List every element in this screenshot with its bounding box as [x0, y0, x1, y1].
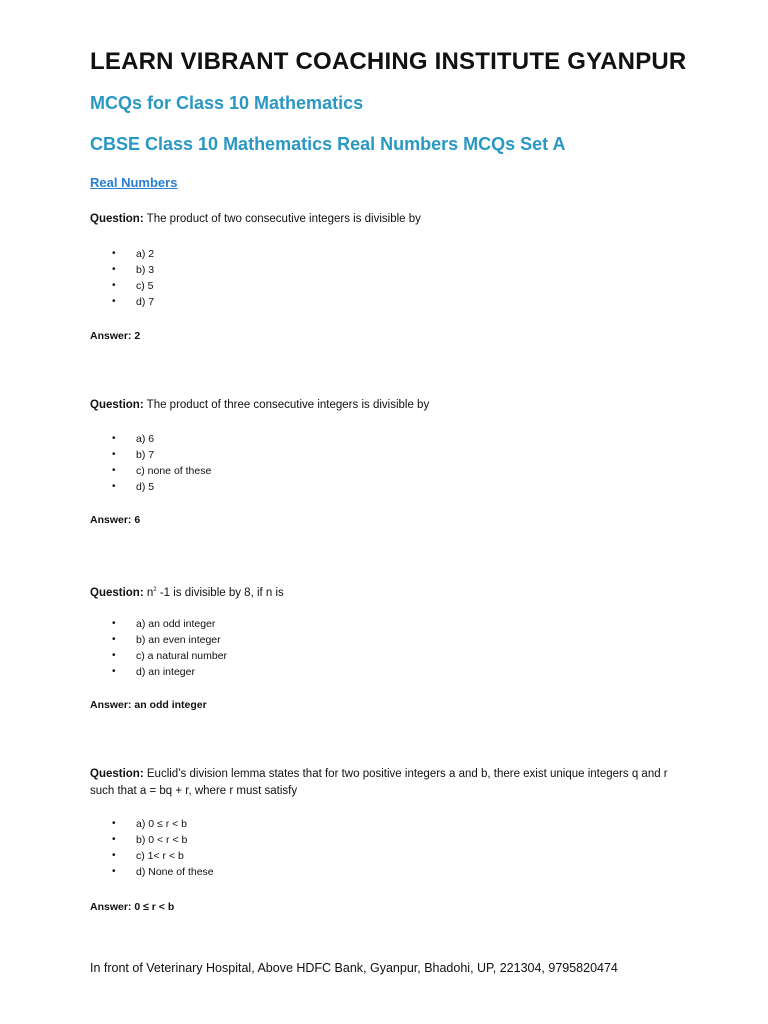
answer-value: 0 ≤ r < b — [134, 901, 175, 913]
options-list-3 — [90, 616, 227, 680]
option-item — [90, 278, 154, 294]
answer-2 — [90, 514, 140, 526]
answer-4 — [90, 901, 174, 913]
subtitle-mcqs: MCQs for Class 10 Mathematics — [90, 93, 364, 113]
question-text: The product of three consecutive integers is divisible by — [146, 399, 430, 411]
bullet-icon: • — [112, 650, 116, 661]
option-item — [90, 447, 211, 463]
option-item — [90, 463, 211, 479]
option-item — [90, 616, 227, 632]
option-text: a) 2 — [136, 248, 155, 260]
answer-value: an odd integer — [134, 699, 207, 711]
bullet-icon: • — [112, 296, 116, 307]
footer-address: In front of Veterinary Hospital, Above HDFC Bank, Gyanpur, Bhadohi, UP, 221304, 9795820474 — [90, 961, 618, 975]
bullet-icon: • — [112, 634, 116, 645]
question-4 — [90, 766, 680, 800]
option-text: d) 7 — [136, 296, 155, 308]
option-text: b) 7 — [136, 449, 155, 461]
question-label: Question: — [90, 586, 144, 599]
bullet-icon: • — [112, 481, 116, 492]
option-item — [90, 431, 211, 447]
option-item — [90, 246, 154, 262]
options-list-2 — [90, 431, 211, 495]
bullet-icon: • — [112, 818, 116, 829]
institute-title: LEARN VIBRANT COACHING INSTITUTE GYANPUR — [90, 48, 687, 75]
question-2 — [90, 397, 680, 414]
option-item — [90, 816, 214, 832]
option-item — [90, 294, 154, 310]
bullet-icon: • — [112, 433, 116, 444]
option-item — [90, 479, 211, 495]
subtitle-set: CBSE Class 10 Mathematics Real Numbers MCQs Set A — [90, 134, 566, 154]
question-text: Euclid’s division lemma states that for two positive integers a and b, there exist unique integers q and r such that a = bq + r, where r must satisfy — [90, 768, 668, 797]
option-text: b) 3 — [136, 264, 155, 276]
option-text: d) None of these — [136, 866, 214, 878]
option-text: a) an odd integer — [136, 618, 216, 630]
answer-label: Answer: — [90, 514, 132, 526]
bullet-icon: • — [112, 618, 116, 629]
bullet-icon: • — [112, 465, 116, 476]
option-text: c) none of these — [136, 465, 212, 477]
answer-value: 6 — [134, 514, 141, 526]
bullet-icon: • — [112, 449, 116, 460]
question-label: Question: — [90, 399, 144, 411]
options-list-4 — [90, 816, 214, 880]
option-text: d) an integer — [136, 666, 195, 678]
bullet-icon: • — [112, 248, 116, 259]
question-text-pre: n — [146, 586, 154, 599]
options-list-1 — [90, 246, 154, 310]
question-text-post: -1 is divisible by 8, if n is — [156, 586, 284, 599]
option-item — [90, 848, 214, 864]
answer-label: Answer: — [90, 901, 132, 913]
answer-label: Answer: — [90, 330, 132, 342]
option-text: b) 0 < r < b — [136, 834, 188, 846]
option-text: c) 1< r < b — [136, 850, 184, 862]
option-item — [90, 864, 214, 880]
question-label: Question: — [90, 768, 144, 780]
answer-3 — [90, 699, 207, 711]
option-text: c) a natural number — [136, 650, 228, 662]
answer-1 — [90, 330, 140, 342]
bullet-icon: • — [112, 834, 116, 845]
option-text: d) 5 — [136, 481, 155, 493]
answer-label: Answer: — [90, 699, 132, 711]
option-item — [90, 832, 214, 848]
question-3 — [90, 582, 680, 602]
bullet-icon: • — [112, 264, 116, 275]
option-item — [90, 632, 227, 648]
option-item — [90, 262, 154, 278]
bullet-icon: • — [112, 850, 116, 861]
question-label: Question: — [90, 213, 144, 225]
bullet-icon: • — [112, 666, 116, 677]
option-item — [90, 664, 227, 680]
option-item — [90, 648, 227, 664]
option-text: a) 6 — [136, 433, 155, 445]
question-text: The product of two consecutive integers is divisible by — [146, 213, 421, 225]
option-text: a) 0 ≤ r < b — [136, 818, 187, 830]
bullet-icon: • — [112, 866, 116, 877]
option-text: c) 5 — [136, 280, 154, 292]
topic-link-real-numbers[interactable]: Real Numbers — [90, 175, 178, 190]
question-1 — [90, 211, 680, 228]
answer-value: 2 — [134, 330, 141, 342]
bullet-icon: • — [112, 280, 116, 291]
question-text-superscript: 2 — [153, 587, 157, 593]
option-text: b) an even integer — [136, 634, 221, 646]
